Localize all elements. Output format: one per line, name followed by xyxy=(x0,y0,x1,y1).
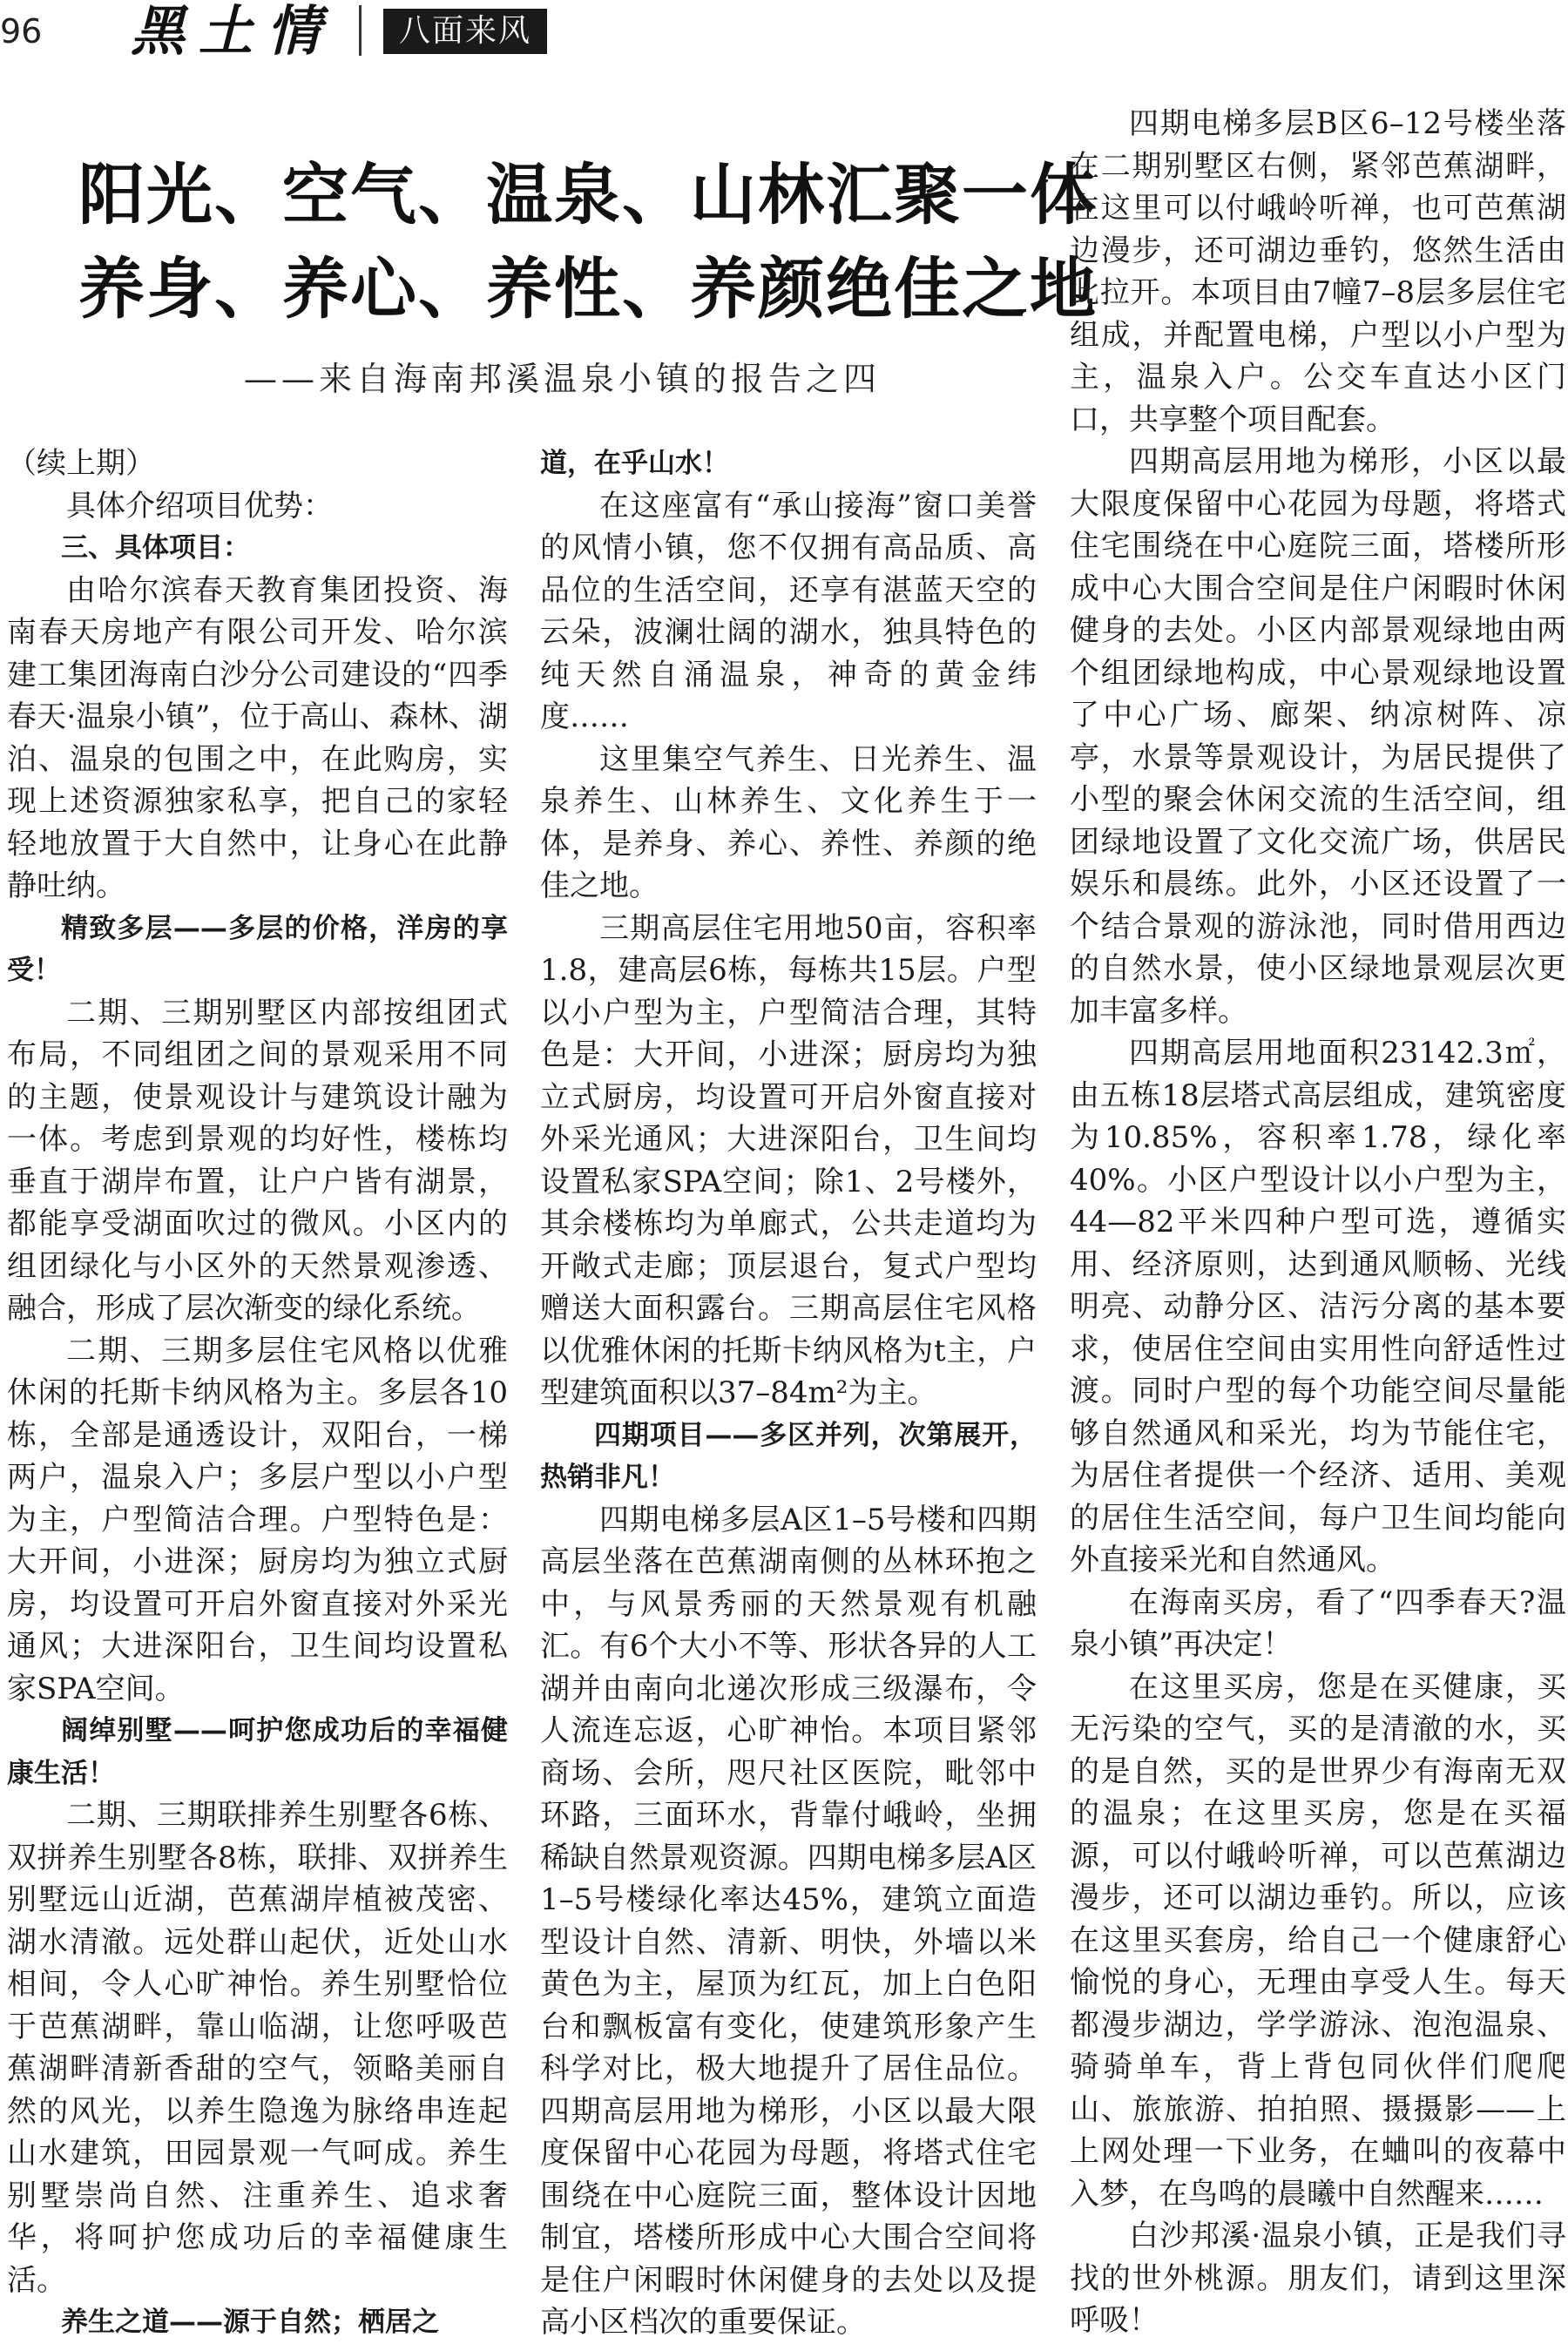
paragraph: 三期高层住宅用地50亩，容积率1.8，建高层6栋，每栋共15层。户型以小户型为主，户型简洁合理，其特色是：大开间，小进深；厨房均为独立式厨房，均设置可开启外窗直接对外采光通风；大进深阳台，卫生间均设置私家SPA空间；除1、2号楼外，其余楼栋均为单廊式，公共走道均为开敞式走廊；顶层退台，复式户型均赠送大面积露台。三期高层住宅风格以优雅休闲的托斯卡纳风格为t主，户型建筑面积以37–84m²为主。 xyxy=(540,910,1037,1410)
page-number: 96 xyxy=(0,12,43,51)
paragraph: 在这座富有“承山接海”窗口美誉的风情小镇，您不仅拥有高品质、高品位的生活空间，还享有湛蓝天空的云朵，波澜壮阔的湖水，独具特色的纯天然自涌温泉，神奇的黄金纬度…… xyxy=(540,488,1037,734)
paragraph: 在这里买房，您是在买健康，买无污染的空气，买的是清澈的水，买的是自然，买的是世界少有海南无双的温泉；在这里买房，您是在买福源，可以付峨岭听禅，可以芭蕉湖边漫步，还可以湖边垂钓。所以，应该在这里买套房，给自己一个健康舒心愉悦的身心，无理由享受人生。每天都漫步湖边，学学游泳、泡泡温泉、骑骑单车，背上背包同伙伴们爬爬山、旅旅游、拍拍照、摄摄影——上上网处理一下业务，在蛐叫的夜幕中入梦，在鸟鸣的晨曦中自然醒来…… xyxy=(1070,1669,1566,2212)
paragraph: 具体介绍项目优势： xyxy=(66,488,333,524)
headline-line-1: 阳光、空气、温泉、山林汇聚一体 xyxy=(78,156,1098,233)
paragraph: 二期、三期多层住宅风格以优雅休闲的托斯卡纳风格为主。多层各10栋，全部是通透设计，双阳台，一梯两户，温泉入户；多层户型以小户型为主，户型简洁合理。户型特色是：大开间，小进深；厨房均为独立式厨房，均设置可开启外窗直接对外采光通风；大进深阳台，卫生间均设置私家SPA空间。 xyxy=(7,1333,508,1706)
section-heading: 养生之道——源于自然；栖居之 xyxy=(61,2307,439,2338)
magazine-title: 黑土情 xyxy=(131,0,335,63)
paragraph: 二期、三期别墅区内部按组团式布局，不同组团之间的景观采用不同的主题，使景观设计与建筑设计融为一体。考虑到景观的均好性，楼栋均垂直于湖岸布置，让户户皆有湖景，都能享受湖面吹过的微风。小区内的组团绿化与小区外的天然景观渗透、融合，形成了层次渐变的绿化系统。 xyxy=(7,995,508,1326)
paragraph: 四期高层用地面积23142.3㎡，由五栋18层塔式高层组成，建筑密度为10.85%，容积率1.78，绿化率40%。小区户型设计以小户型为主，44—82平米四种户型可选，遵循实用、经济原则，达到通风顺畅、光线明亮、动静分区、洁污分离的基本要求，使居住空间由实用性向舒适性过渡。同时户型的每个功能空间尽量能够自然通风和采光，均为节能住宅，为居住者提供一个经济、适用、美观的居住生活空间，每户卫生间均能向外直接采光和自然通风。 xyxy=(1070,1036,1566,1577)
text-column-2 xyxy=(540,442,1037,2344)
paragraph: （续上期） xyxy=(7,446,155,481)
paragraph: 在海南买房，看了“四季春天?温泉小镇”再决定！ xyxy=(1070,1584,1566,1662)
article-subtitle: ——来自海南邦溪温泉小镇的报告之四 xyxy=(244,360,882,398)
section-tag: 八面来风 xyxy=(383,9,547,54)
headline-line-2: 养身、养心、养性、养颜绝佳之地 xyxy=(78,250,1098,328)
section-heading: 阔绰别墅——呵护您成功后的幸福健康生活！ xyxy=(7,1715,508,1789)
section-heading: 道，在乎山水！ xyxy=(540,448,729,479)
section-heading: 四期项目——多区并列，次第展开，热销非凡！ xyxy=(540,1419,1037,1493)
paragraph: 四期高层用地为梯形，小区以最大限度保留中心花园为母题，将塔式住宅围绕在中心庭院三面，塔楼所形成中心大围合空间是住户闲暇时休闲健身的去处。小区内部景观绿地由两个组团绿地构成，中心景观绿地设置了中心广场、廊架、纳凉树阵、凉亭，水景等景观设计，为居民提供了小型的聚会休闲交流的生活空间，组团绿地设置了文化交流广场，供居民娱乐和晨练。此外，小区还设置了一个结合景观的游泳池，同时借用西边的自然水景，使小区绿地景观层次更加丰富多样。 xyxy=(1070,444,1566,1029)
header-divider xyxy=(359,5,362,56)
paragraph: 二期、三期联排养生别墅各6栋、双拼养生别墅各8栋，联排、双拼养生别墅远山近湖，芭蕉湖岸植被茂密、湖水清澈。远处群山起伏，近处山水相间，令人心旷神怡。养生别墅恰位于芭蕉湖畔，靠山临湖，让您呼吸芭蕉湖畔清新香甜的空气，领略美丽自然的风光，以养生隐逸为脉络串连起山水建筑，田园景观一气呵成。养生别墅崇尚自然、注重养生、追求奢华，将呵护您成功后的幸福健康生活。 xyxy=(7,1798,508,2298)
paragraph: 这里集空气养生、日光养生、温泉养生、山林养生、文化养生于一体，是养身、养心、养性、养颜的绝佳之地。 xyxy=(540,741,1037,903)
section-heading: 精致多层——多层的价格，洋房的享受！ xyxy=(7,912,508,986)
text-column-1 xyxy=(7,442,508,2344)
text-column-3 xyxy=(1070,103,1566,2342)
paragraph: 四期电梯多层A区1–5号楼和四期高层坐落在芭蕉湖南侧的丛林环抱之中，与风景秀丽的天然景观有机融汇。有6个大小不等、形状各异的人工湖并由南向北递次形成三级瀑布，令人流连忘返，心旷神怡。本项目紧邻商场、会所，咫尺社区医院，毗邻中环路，三面环水，背靠付峨岭，坐拥稀缺自然景观资源。四期电梯多层A区1–5号楼绿化率达45%，建筑立面造型设计自然、清新、明快，外墙以米黄色为主，屋顶为红瓦，加上白色阳台和飘板富有变化，使建筑形象产生科学对比，极大地提升了居住品位。四期高层用地为梯形，小区以最大限度保留中心花园为母题，将塔式住宅围绕在中心庭院三面，整体设计因地制宜，塔楼所形成中心大围合空间将是住户闲暇时休闲健身的去处以及提高小区档次的重要保证。 xyxy=(540,1502,1037,2340)
section-heading: 三、具体项目： xyxy=(61,532,250,564)
paragraph: 四期电梯多层B区6–12号楼坐落在二期别墅区右侧，紧邻芭蕉湖畔，在这里可以付峨岭听禅，也可芭蕉湖边漫步，还可湖边垂钓，悠然生活由此拉开。本项目由7幢7–8层多层住宅组成，并配置电梯，户型以小户型为主，温泉入户。公交车直达小区门口，共享整个项目配套。 xyxy=(1070,106,1566,437)
paragraph: 白沙邦溪·温泉小镇，正是我们寻找的世外桃源。朋友们，请到这里深呼吸！ xyxy=(1070,2219,1566,2338)
article-headline xyxy=(78,148,1098,336)
page-header xyxy=(0,0,1568,63)
paragraph: 由哈尔滨春天教育集团投资、海南春天房地产有限公司开发、哈尔滨建工集团海南白沙分公司建设的“四季春天·温泉小镇”，位于高山、森林、湖泊、温泉的包围之中，在此购房，实现上述资源独家私享，把自己的家轻轻地放置于大自然中，让身心在此静静吐纳。 xyxy=(7,572,508,903)
